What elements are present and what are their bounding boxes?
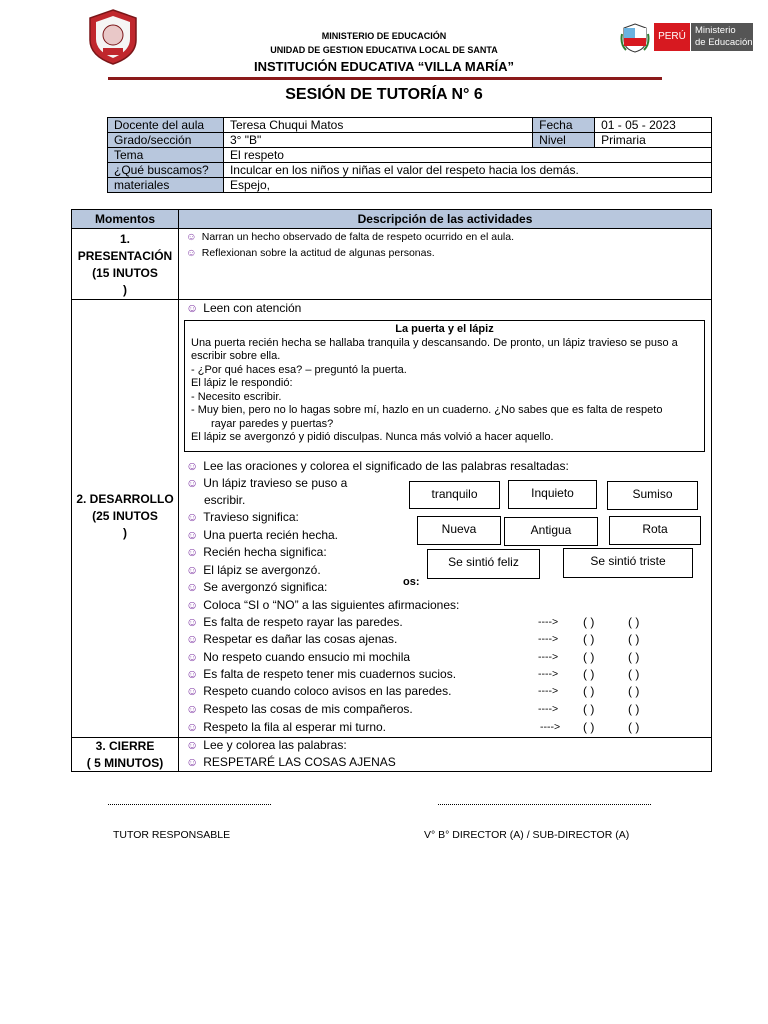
presentacion-item: [186, 247, 435, 259]
answer-blank-si[interactable]: ( ): [583, 650, 595, 664]
arrow: ---->: [538, 668, 559, 680]
story-box: [184, 320, 705, 452]
si-no-text: Coloca “SI o “NO” a las siguientes afirmaciones:: [203, 598, 460, 612]
objetivo-value: Inculcar en los niños y niñas el valor del respeto hacia los demás.: [223, 163, 711, 178]
story-line: El lápiz le respondió:: [191, 377, 293, 389]
tema-value: El respeto: [223, 148, 711, 163]
smiley-icon: ☺: [186, 459, 199, 473]
smiley-icon: ☺: [186, 580, 199, 594]
instruction-text: Lee las oraciones y colorea el significado de las palabras resaltadas:: [203, 459, 569, 473]
sentence-text: Un lápiz travieso se puso a: [203, 476, 348, 490]
sentence-text: El lápiz se avergonzó.: [203, 563, 321, 577]
word-box-sumiso[interactable]: Sumiso: [607, 481, 698, 510]
cierre-item: [186, 755, 396, 769]
story-line: - Muy bien, pero no lo hagas sobre mí, hazlo en un cuaderno. ¿No sabes que es falta de respeto: [191, 404, 663, 416]
statement-text: Respeto las cosas de mis compañeros.: [203, 702, 413, 716]
info-row-tema: [108, 148, 712, 163]
statement-text: Es falta de respeto rayar las paredes.: [203, 615, 403, 629]
word-box-se-sintio-triste[interactable]: Se sintió triste: [563, 548, 693, 578]
presentacion-line1: 1.: [119, 232, 130, 246]
answer-blank-no[interactable]: ( ): [628, 720, 640, 734]
ministerio-badge: [691, 23, 753, 51]
smiley-icon: ☺: [186, 563, 199, 577]
school-name: INSTITUCIÓN EDUCATIVA “VILLA MARÍA”: [254, 59, 514, 74]
desarrollo-line3: ): [123, 526, 127, 540]
tutor-signature-label: TUTOR RESPONSABLE: [113, 829, 231, 841]
smiley-icon: ☺: [186, 301, 199, 315]
desarrollo-intro: [186, 301, 301, 315]
story-line: El lápiz se avergonzó y pidió disculpas. Nunca más volvió a hacer aquello.: [191, 431, 554, 443]
answer-blank-no[interactable]: ( ): [628, 650, 640, 664]
sentence-line: [186, 563, 321, 577]
cierre-item-text: RESPETARÉ LAS COSAS AJENAS: [203, 755, 396, 769]
cierre-line1: 3. CIERRE: [95, 739, 155, 753]
smiley-icon: ☺: [186, 510, 199, 524]
answer-blank-si[interactable]: ( ): [583, 667, 595, 681]
smiley-icon: ☺: [186, 476, 199, 490]
sentence-line: [186, 510, 299, 524]
materiales-value: Espejo,: [223, 178, 711, 193]
word-box-nueva[interactable]: Nueva: [417, 516, 501, 545]
answer-blank-si[interactable]: ( ): [583, 632, 595, 646]
sentence-text: Travieso significa:: [203, 510, 299, 524]
presentacion-item-text: Reflexionan sobre la actitud de algunas personas.: [201, 247, 435, 259]
sentence-text: escribir.: [204, 493, 246, 507]
cierre-item: [186, 738, 347, 752]
stage-desarrollo: [72, 491, 178, 542]
header-rule: [108, 77, 662, 80]
arrow: ---->: [540, 721, 561, 733]
sentence-text: Recién hecha significa:: [203, 545, 327, 559]
info-row-objetivo: [108, 163, 712, 178]
fecha-label: Fecha: [533, 118, 595, 133]
ministry-header: MINISTERIO DE EDUCACIÓN: [321, 31, 447, 41]
story-line: - ¿Por qué haces esa? – preguntó la puerta.: [191, 363, 407, 376]
info-row-materiales: [108, 178, 712, 193]
objetivo-label: ¿Qué buscamos?: [108, 163, 224, 178]
smiley-icon: ☺: [186, 720, 199, 734]
statement-row: [186, 632, 397, 646]
si-no-instruction: [186, 598, 459, 612]
story-line: Una puerta recién hecha se hallaba tranquila y descansando. De pronto, un lápiz travieso se puso a: [191, 336, 678, 349]
ministerio-line1: Ministerio: [695, 25, 736, 36]
smiley-icon: ☺: [186, 755, 199, 769]
ministerio-line2: de Educación: [695, 37, 753, 48]
peru-flag-badge: PERÚ: [654, 23, 690, 51]
statement-text: No respeto cuando ensucio mi mochila: [203, 650, 411, 664]
sentence-line: [186, 545, 327, 559]
column-divider: [178, 210, 179, 771]
stage-cierre: [72, 738, 178, 772]
presentacion-line2: PRESENTACIÓN: [77, 249, 173, 263]
director-signature-line: [438, 804, 651, 806]
ministerio-logo: [618, 14, 753, 58]
story-title: La puerta y el lápiz: [395, 323, 494, 335]
momentos-header: Momentos: [95, 212, 155, 226]
smiley-icon: ☺: [186, 247, 197, 259]
ugel-header: UNIDAD DE GESTION EDUCATIVA LOCAL DE SANTA: [270, 45, 498, 55]
fecha-value: 01 - 05 - 2023: [595, 118, 712, 133]
arrow: ---->: [538, 616, 559, 628]
arrow: ---->: [538, 703, 559, 715]
smiley-icon: ☺: [186, 684, 199, 698]
grado-label: Grado/sección: [108, 133, 224, 148]
activities-table: [71, 209, 712, 772]
stage-presentacion: [72, 231, 178, 299]
answer-blank-si[interactable]: ( ): [583, 684, 595, 698]
answer-blank-no[interactable]: ( ): [628, 702, 640, 716]
word-box-rota[interactable]: Rota: [609, 516, 701, 545]
sentence-line: [204, 493, 245, 507]
story-line: - Necesito escribir.: [191, 390, 282, 403]
row-divider: [72, 299, 711, 300]
smiley-icon: ☺: [186, 598, 199, 612]
word-box-inquieto[interactable]: Inquieto: [508, 480, 597, 509]
smiley-icon: ☺: [186, 738, 199, 752]
page-title: SESIÓN DE TUTORÍA N° 6: [285, 86, 483, 103]
arrow: ---->: [538, 633, 559, 645]
statement-row: [186, 702, 413, 716]
cierre-line2: ( 5 MINUTOS): [86, 756, 164, 770]
instruction-line: [186, 459, 569, 473]
session-info-table: [107, 117, 712, 193]
tema-label: Tema: [108, 148, 224, 163]
smiley-icon: ☺: [186, 632, 199, 646]
word-box-se-sintio-feliz[interactable]: Se sintió feliz: [427, 549, 540, 579]
grado-value: 3° "B": [223, 133, 532, 148]
nivel-label: Nivel: [533, 133, 595, 148]
smiley-icon: ☺: [186, 650, 199, 664]
info-row-docente: [108, 118, 712, 133]
desarrollo-line1: 2. DESARROLLO: [76, 492, 174, 506]
story-line: escribir sobre ella.: [191, 350, 281, 362]
smiley-icon: ☺: [186, 702, 199, 716]
presentacion-item-text: Narran un hecho observado de falta de respeto ocurrido en el aula.: [201, 231, 515, 243]
descripcion-header: Descripción de las actividades: [357, 212, 533, 226]
arrow: ---->: [538, 685, 559, 697]
materiales-label: materiales: [108, 178, 224, 193]
statement-text: Respeto la fila al esperar mi turno.: [203, 720, 387, 734]
nivel-value: Primaria: [595, 133, 712, 148]
story-line: rayar paredes y puertas?: [211, 417, 334, 430]
overlapped-text-fragment: os:: [403, 576, 420, 588]
tutor-signature-line: [108, 804, 271, 806]
presentacion-item: [186, 231, 514, 243]
sentence-text: Una puerta recién hecha.: [203, 528, 339, 542]
smiley-icon: ☺: [186, 545, 199, 559]
cierre-item-text: Lee y colorea las palabras:: [203, 738, 347, 752]
answer-blank-si[interactable]: ( ): [583, 702, 595, 716]
desarrollo-intro-text: Leen con atención: [203, 301, 302, 315]
word-box-tranquilo[interactable]: tranquilo: [409, 481, 500, 509]
statement-row: [186, 684, 451, 698]
statement-row: [186, 720, 386, 734]
info-row-grado: [108, 133, 712, 148]
row-divider: [72, 228, 711, 229]
answer-blank-si[interactable]: ( ): [583, 720, 595, 734]
docente-value: Teresa Chuqui Matos: [223, 118, 532, 133]
statement-text: Respeto cuando coloco avisos en las paredes.: [203, 684, 452, 698]
smiley-icon: ☺: [186, 528, 199, 542]
answer-blank-si[interactable]: ( ): [583, 615, 595, 629]
docente-label: Docente del aula: [108, 118, 224, 133]
director-signature-label: V° B° DIRECTOR (A) / SUB-DIRECTOR (A): [424, 829, 630, 841]
sentence-text: Se avergonzó significa:: [203, 580, 328, 594]
presentacion-line4: ): [123, 283, 127, 297]
statement-text: Es falta de respeto tener mis cuadernos sucios.: [203, 667, 457, 681]
presentacion-line3: (15 INUTOS: [92, 266, 158, 280]
sentence-line: [186, 528, 338, 542]
word-box-antigua[interactable]: Antigua: [504, 517, 598, 546]
sentence-line: [186, 580, 327, 594]
statement-text: Respetar es dañar las cosas ajenas.: [203, 632, 398, 646]
desarrollo-line2: (25 INUTOS: [92, 509, 158, 523]
answer-blank-no[interactable]: ( ): [628, 667, 640, 681]
answer-blank-no[interactable]: ( ): [628, 684, 640, 698]
smiley-icon: ☺: [186, 615, 199, 629]
peru-coat-of-arms-icon: [620, 20, 650, 54]
statement-row: [186, 650, 410, 664]
smiley-icon: ☺: [186, 231, 197, 243]
answer-blank-no[interactable]: ( ): [628, 615, 640, 629]
sentence-line: [186, 476, 347, 490]
statement-row: [186, 667, 456, 681]
smiley-icon: ☺: [186, 667, 199, 681]
statement-row: [186, 615, 403, 629]
answer-blank-no[interactable]: ( ): [628, 632, 640, 646]
arrow: ---->: [538, 651, 559, 663]
